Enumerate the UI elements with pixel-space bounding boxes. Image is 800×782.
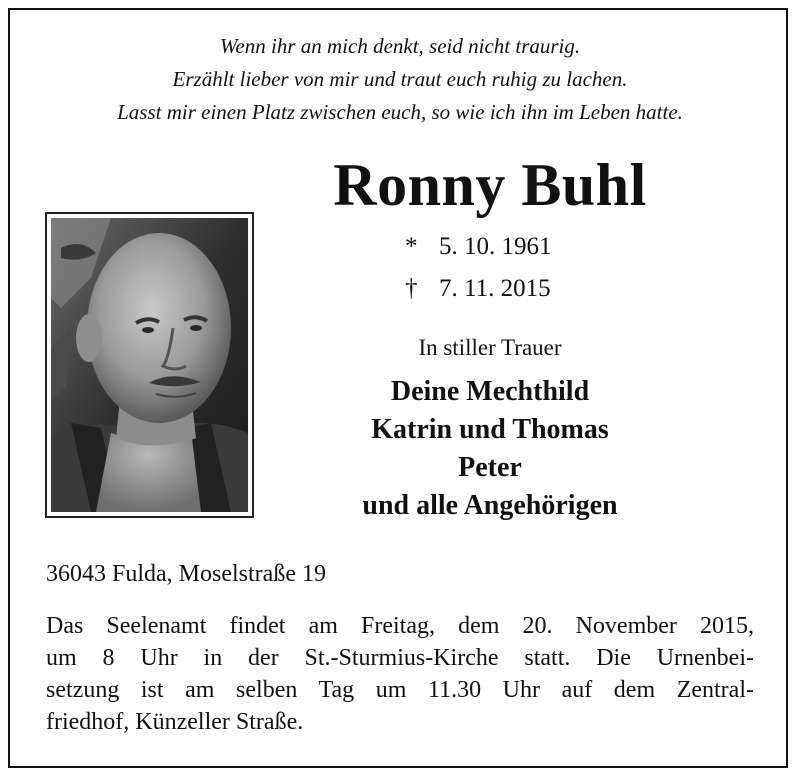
mourner-line: und alle Angehörigen: [362, 490, 618, 521]
mourner-line: Peter: [458, 452, 522, 483]
poem: [0, 30, 800, 129]
poem-line: Lasst mir einen Platz zwischen euch, so wie ich ihn im Leben hatte.: [117, 100, 683, 124]
birth-star-icon: *: [405, 233, 418, 260]
death-cross-icon: †: [405, 275, 418, 302]
deceased-name: Ronny Buhl: [333, 152, 647, 218]
death-row: [405, 268, 552, 310]
mourner-line: Deine Mechthild: [390, 376, 590, 407]
service-notice: [46, 610, 754, 738]
life-dates: [405, 226, 552, 310]
death-date: 7. 11. 2015: [439, 275, 551, 302]
birth-date: 5. 10. 1961: [439, 233, 552, 260]
mourning-label: In stiller Trauer: [418, 335, 562, 360]
portrait-photo: [45, 212, 254, 518]
service-line: friedhof, Künzeller Straße.: [46, 709, 304, 735]
service-line: Das Seelenamt findet am Freitag, dem 20. November 2015,: [46, 613, 754, 639]
portrait-photo-icon: [51, 218, 248, 512]
service-line: um 8 Uhr in der St.-Sturmius-Kirche statt. Die Urnenbei-: [46, 645, 754, 671]
birth-row: [405, 226, 552, 268]
service-line: setzung ist am selben Tag um 11.30 Uhr auf dem Zentral-: [46, 677, 754, 703]
mourner-line: Katrin und Thomas: [371, 414, 609, 445]
poem-line: Wenn ihr an mich denkt, seid nicht traurig.: [219, 34, 581, 58]
poem-line: Erzählt lieber von mir und traut euch ruhig zu lachen.: [172, 67, 628, 91]
mourners-list: [300, 373, 680, 525]
address: 36043 Fulda, Moselstraße 19: [46, 561, 326, 587]
